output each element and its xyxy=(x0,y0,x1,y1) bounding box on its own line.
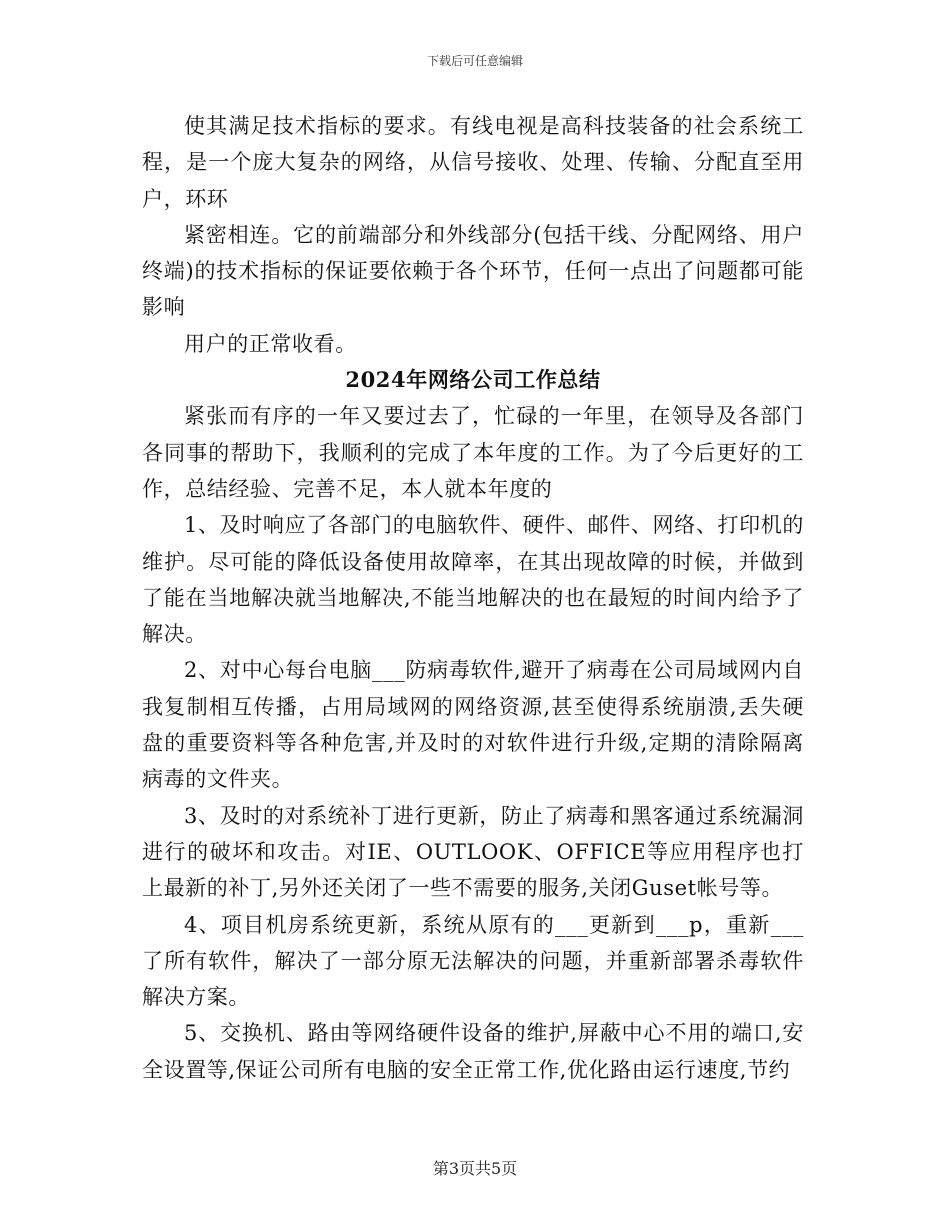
list-item: 5、交换机、路由等网络硬件设备的维护,屏蔽中心不用的端口,安全设置等,保证公司所有电脑的安全正常工作,优化路由运行速度,节约 xyxy=(142,1021,804,1082)
paragraph: 使其满足技术指标的要求。有线电视是高科技装备的社会系统工程，是一个庞大复杂的网络，从信号接收、处理、传输、分配直至用户，环环 xyxy=(142,114,804,211)
list-item: 1、及时响应了各部门的电脑软件、硬件、邮件、网络、打印机的维护。尽可能的降低设备使用故障率，在其出现故障的时候，并做到了能在当地解决就当地解决,不能当地解决的也在最短的时间内给予了解决。 xyxy=(142,513,804,647)
document-title: 2024年网络公司工作总结 xyxy=(345,367,601,393)
list-item: 3、及时的对系统补丁进行更新，防止了病毒和黑客通过系统漏洞进行的破坏和攻击。对IE、OUTLOOK、OFFICE等应用程序也打上最新的补丁,另外还关闭了一些不需要的服务,关闭Guset帐号等。 xyxy=(142,803,804,901)
list-item: 2、对中心每台电脑___防病毒软件,避开了病毒在公司局域网内自我复制相互传播，占用局域网的网络资源,甚至使得系统崩溃,丢失硬盘的重要资料等各种危害,并及时的对软件进行升级,定期的清除隔离病毒的文件夹。 xyxy=(142,658,804,792)
paragraph: 用户的正常收看。 xyxy=(184,331,357,356)
paragraph: 紧密相连。它的前端部分和外线部分(包括干线、分配网络、用户终端)的技术指标的保证要依赖于各个环节，任何一点出了问题都可能影响 xyxy=(142,222,804,320)
list-item: 4、项目机房系统更新，系统从原有的___更新到___p，重新___了所有软件，解决了一部分原无法解决的问题，并重新部署杀毒软件解决方案。 xyxy=(142,912,804,1010)
page-footer: 第3页共5页 xyxy=(432,1159,518,1178)
page-header: 下载后可任意编辑 xyxy=(426,54,523,68)
document-body xyxy=(142,108,804,1088)
intro-paragraph: 紧张而有序的一年又要过去了，忙碌的一年里，在领导及各部门各同事的帮助下，我顺利的完成了本年度的工作。为了今后更好的工作，总结经验、完善不足，本人就本年度的 xyxy=(142,404,804,501)
